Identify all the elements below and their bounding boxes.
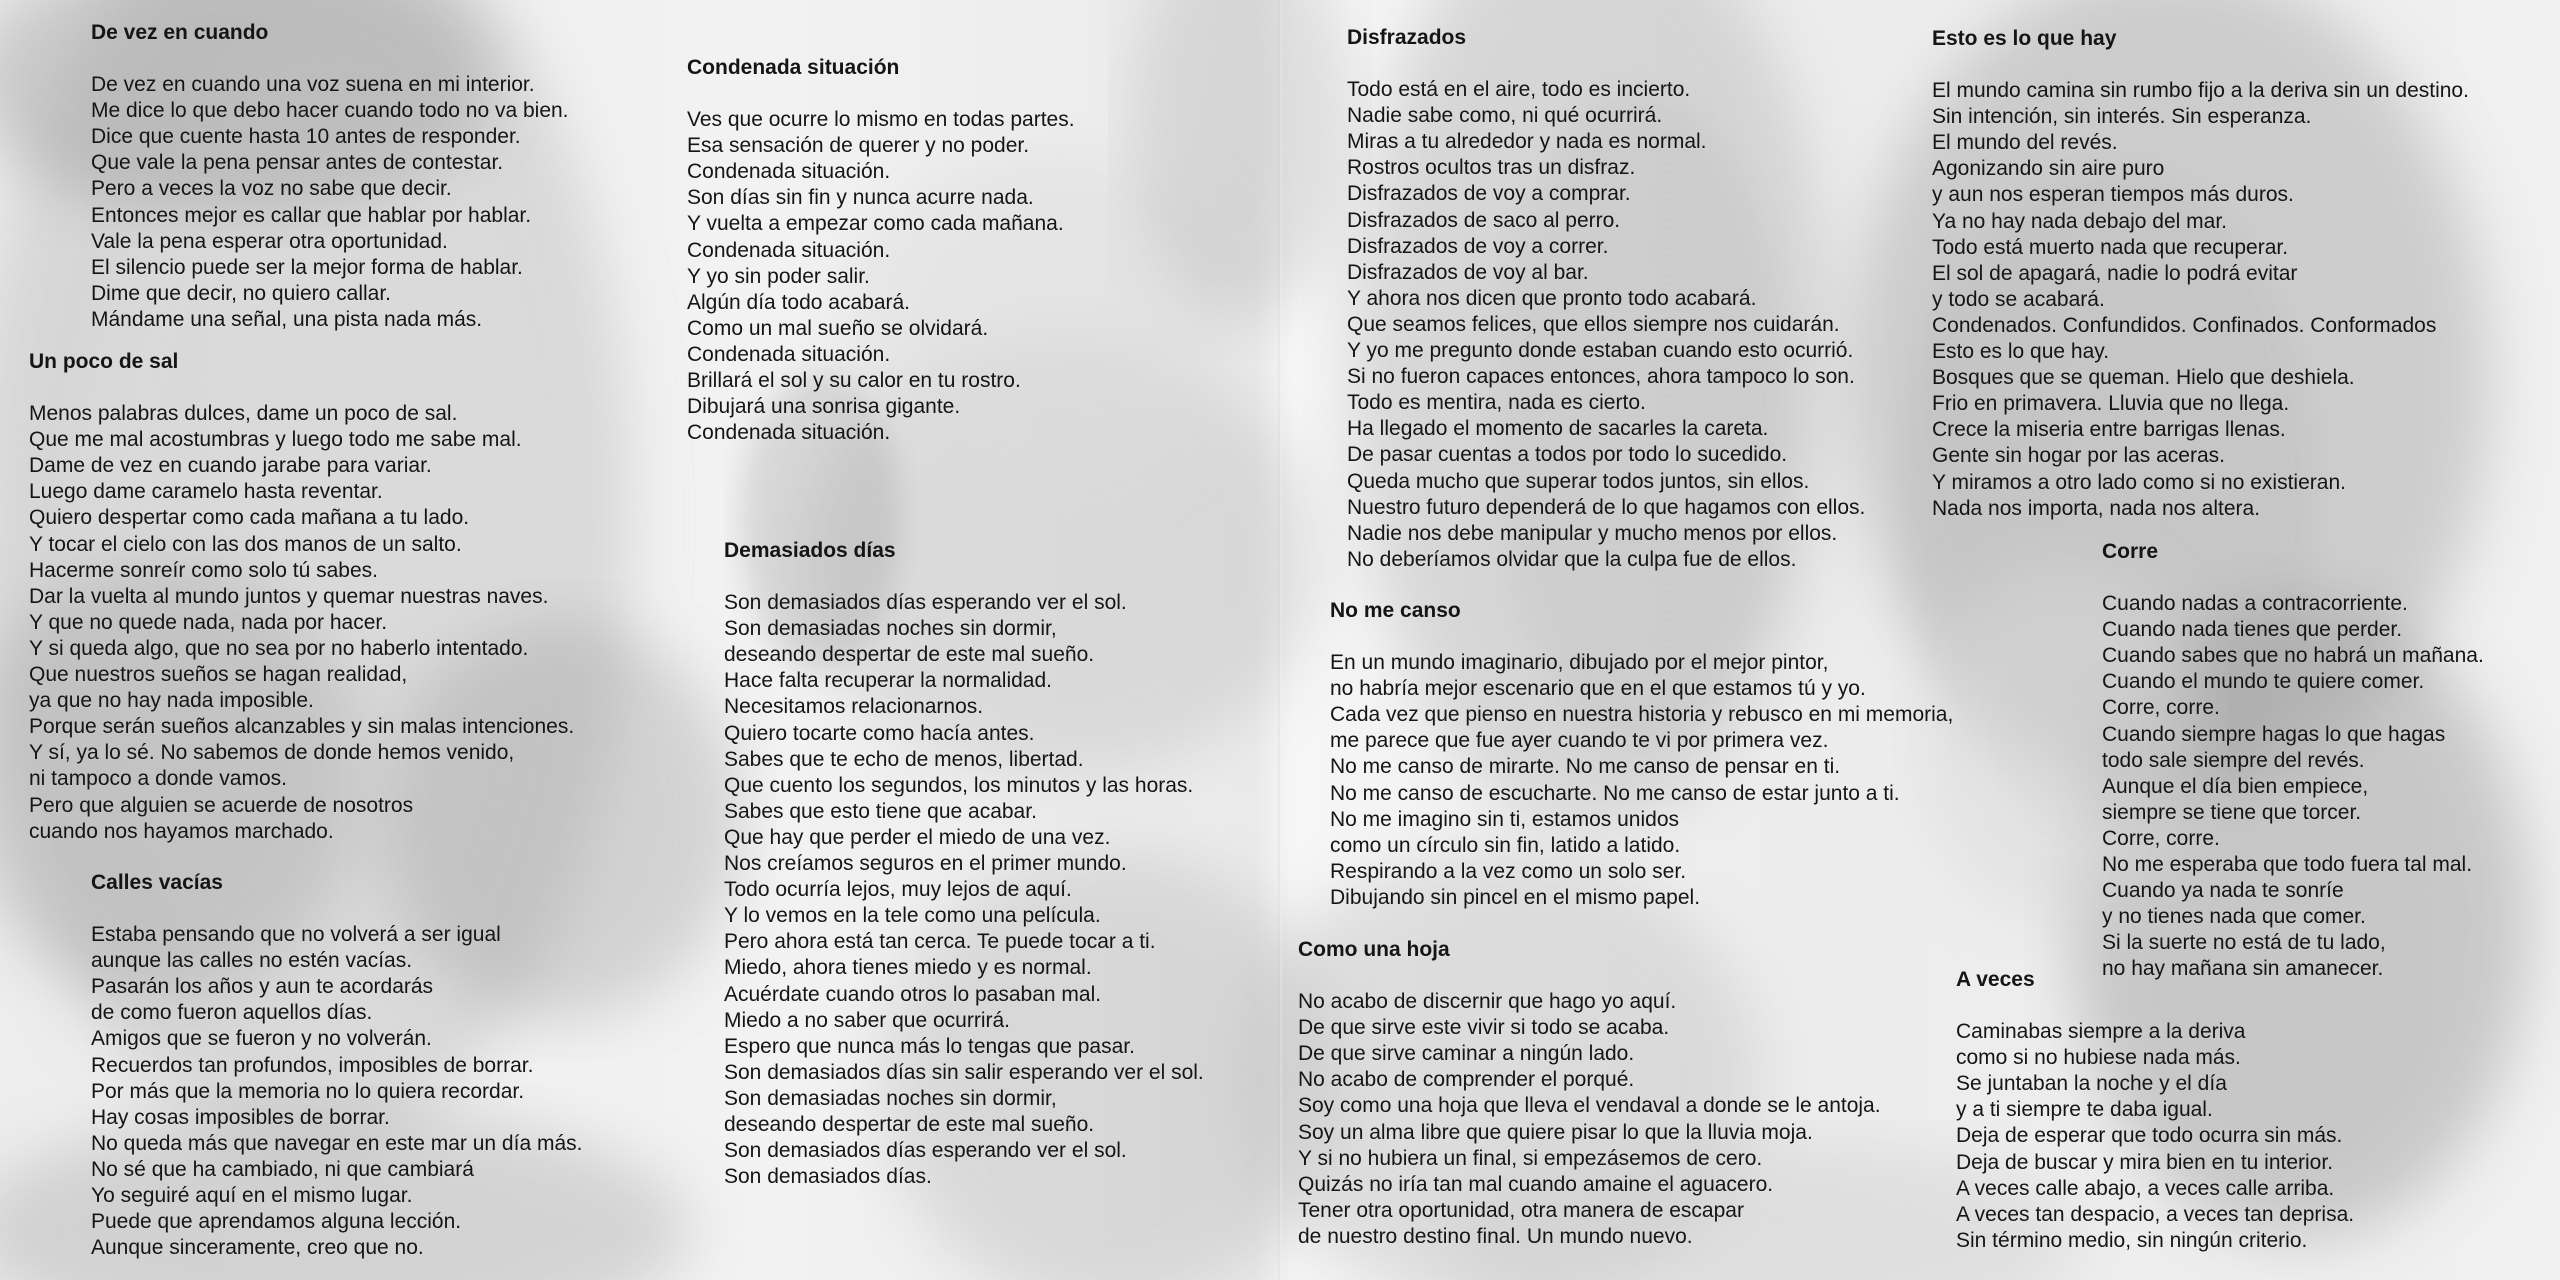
poem-line: Deja de buscar y mira bien en tu interior. (1956, 1150, 2334, 1174)
poem-line: Rostros ocultos tras un disfraz. (1347, 156, 1636, 180)
poem-line: Pero a veces la voz no sabe que decir. (91, 177, 452, 201)
poem-line: Como un mal sueño se olvidará. (687, 316, 989, 340)
poem-line: Condenada situación. (687, 342, 891, 366)
poem-line: Ves que ocurre lo mismo en todas partes. (687, 108, 1075, 132)
poem-line: El mundo camina sin rumbo fijo a la deriva sin un destino. (1932, 79, 2469, 103)
poem-line: Miras a tu alrededor y nada es normal. (1347, 130, 1707, 154)
poem-line: De vez en cuando una voz suena en mi interior. (91, 73, 535, 97)
poem-lines (1330, 650, 1953, 911)
poem-line: Queda mucho que superar todos juntos, sin ellos. (1347, 469, 1810, 493)
poem-a-veces (1956, 967, 2354, 1254)
poem-line: Deja de esperar que todo ocurra sin más. (1956, 1124, 2343, 1148)
poem-line: Y tocar el cielo con las dos manos de un salto. (29, 532, 462, 556)
poem-line: Caminabas siempre a la deriva (1956, 1020, 2246, 1044)
poem-line: El mundo del revés. (1932, 131, 2118, 155)
poem-title: A veces (1956, 968, 2035, 991)
poem-line: Soy como una hoja que lleva el vendaval a donde se le antoja. (1298, 1094, 1881, 1118)
poem-line: Sabes que esto tiene que acabar. (724, 799, 1037, 823)
poem-line: Cuando el mundo te quiere comer. (2102, 670, 2425, 694)
poem-line: Bosques que se queman. Hielo que deshiela. (1932, 366, 2355, 390)
poem-line: Soy un alma libre que quiere pisar lo que la lluvia moja. (1298, 1120, 1813, 1144)
poem-line: En un mundo imaginario, dibujado por el mejor pintor, (1330, 651, 1829, 675)
poem-line: No deberíamos olvidar que la culpa fue de ellos. (1347, 547, 1797, 571)
poem-lines (1347, 77, 1865, 573)
poem-title: Calles vacías (91, 871, 223, 894)
poem-line: Agonizando sin aire puro (1932, 157, 2165, 181)
poem-line: cuando nos hayamos marchado. (29, 819, 334, 843)
poem-como-una-hoja (1298, 937, 1881, 1250)
poem-line: Miedo, ahora tienes miedo y es normal. (724, 956, 1092, 980)
poem-line: Sabes que te echo de menos, libertad. (724, 747, 1084, 771)
poem-line: Mándame una señal, una pista nada más. (91, 307, 483, 331)
poem-line: ni tampoco a donde vamos. (29, 767, 287, 791)
poem-line: Y miramos a otro lado como si no existieran. (1932, 470, 2346, 494)
poem-line: Nadie sabe como, ni qué ocurrirá. (1347, 104, 1663, 128)
poem-line: como un círculo sin fin, latido a latido. (1330, 833, 1681, 857)
poem-line: Esa sensación de querer y no poder. (687, 134, 1030, 158)
poem-line: Si la suerte no está de tu lado, (2102, 931, 2386, 955)
poem-line: y aun nos esperan tiempos más duros. (1932, 183, 2294, 207)
poem-line: Nos creíamos seguros en el primer mundo. (724, 852, 1127, 876)
poem-line: El silencio puede ser la mejor forma de hablar. (91, 255, 523, 279)
poem-line: Ya no hay nada debajo del mar. (1932, 209, 2227, 233)
poem-line: Entonces mejor es callar que hablar por hablar. (91, 203, 532, 227)
poem-line: Cuando nadas a contracorriente. (2102, 592, 2408, 616)
poem-line: Frio en primavera. Lluvia que no llega. (1932, 392, 2290, 416)
poem-line: Todo ocurría lejos, muy lejos de aquí. (724, 878, 1072, 902)
poem-line: deseando despertar de este mal sueño. (724, 1112, 1095, 1136)
poem-line: Espero que nunca más lo tengas que pasar. (724, 1034, 1135, 1058)
poem-lines (1956, 1019, 2354, 1254)
poem-line: Y si no hubiera un final, si empezásemos de cero. (1298, 1146, 1763, 1170)
poem-title: Corre (2102, 540, 2159, 563)
poem-line: Cuando sabes que no habrá un mañana. (2102, 644, 2484, 668)
poem-lines (724, 590, 1204, 1190)
poem-line: Dar la vuelta al mundo juntos y quemar nuestras naves. (29, 584, 549, 608)
poem-title: Un poco de sal (29, 350, 179, 373)
poem-line: Crece la miseria entre barrigas llenas. (1932, 418, 2286, 442)
poem-line: Estaba pensando que no volverá a ser igual (91, 923, 501, 947)
poem-line: Nada nos importa, nada nos altera. (1932, 496, 2261, 520)
poem-line: Dame de vez en cuando jarabe para variar. (29, 454, 432, 478)
poem-line: Condenada situación. (687, 238, 891, 262)
poem-title: Demasiados días (724, 539, 896, 562)
poem-disfrazados (1347, 25, 1865, 573)
poem-title: De vez en cuando (91, 21, 269, 44)
poem-line: todo sale siempre del revés. (2102, 748, 2365, 772)
poem-title: No me canso (1330, 599, 1461, 622)
poem-line: Tener otra oportunidad, otra manera de escapar (1298, 1198, 1744, 1222)
poem-line: Pasarán los años y aun te acordarás (91, 975, 434, 999)
poem-line: Dice que cuente hasta 10 antes de responder. (91, 125, 521, 149)
poem-line: Aunque sinceramente, creo que no. (91, 1236, 424, 1260)
poem-line: no habría mejor escenario que en el que estamos tú y yo. (1330, 677, 1866, 701)
poem-line: Y yo sin poder salir. (687, 264, 870, 288)
poem-calles-vacias (91, 870, 582, 1261)
poem-line: No acabo de discernir que hago yo aquí. (1298, 990, 1677, 1014)
poem-line: Condenada situación. (687, 421, 891, 445)
poem-line: Puede que aprendamos alguna lección. (91, 1210, 462, 1234)
poem-de-vez-en-cuando (91, 20, 569, 333)
poem-lines (91, 922, 582, 1261)
poem-line: Son demasiadas noches sin dormir, (724, 617, 1057, 641)
poem-line: Disfrazados de saco al perro. (1347, 208, 1621, 232)
poem-lines (91, 72, 569, 333)
poem-line: Son demasiadas noches sin dormir, (724, 1086, 1057, 1110)
poem-line: No me canso de escucharte. No me canso de estar junto a ti. (1330, 781, 1900, 805)
poem-line: Cuando nada tienes que perder. (2102, 618, 2403, 642)
poem-line: No me imagino sin ti, estamos unidos (1330, 807, 1679, 831)
poem-title: Condenada situación (687, 56, 900, 79)
poem-line: Menos palabras dulces, dame un poco de sal. (29, 402, 458, 426)
poem-line: Son días sin fin y nunca acurre nada. (687, 186, 1034, 210)
poem-line: A veces tan despacio, a veces tan deprisa. (1956, 1202, 2355, 1226)
poem-lines (29, 401, 574, 845)
poem-line: No sé que ha cambiado, ni que cambiará (91, 1157, 474, 1181)
poem-line: No queda más que navegar en este mar un día más. (91, 1131, 583, 1155)
poem-line: Condenados. Confundidos. Confinados. Conformados (1932, 313, 2437, 337)
poem-line: Disfrazados de voy a comprar. (1347, 182, 1631, 206)
poem-condenada-situacion (687, 55, 1075, 446)
poem-line: Brillará el sol y su calor en tu rostro. (687, 369, 1021, 393)
poem-line: Vale la pena esperar otra oportunidad. (91, 229, 448, 253)
poem-line: Dibujando sin pincel en el mismo papel. (1330, 885, 1701, 909)
poem-line: Quiero tocarte como hacía antes. (724, 721, 1035, 745)
poem-line: y no tienes nada que comer. (2102, 905, 2366, 929)
poem-line: aunque las calles no estén vacías. (91, 949, 413, 973)
poem-line: Sin intención, sin interés. Sin esperanza. (1932, 105, 2312, 129)
poem-line: y a ti siempre te daba igual. (1956, 1098, 2213, 1122)
poem-line: Algún día todo acabará. (687, 290, 911, 314)
poem-line: No acabo de comprender el porqué. (1298, 1068, 1635, 1092)
poem-line: no hay mañana sin amanecer. (2102, 957, 2384, 981)
poem-line: Necesitamos relacionarnos. (724, 695, 984, 719)
poem-line: ya que no hay nada imposible. (29, 689, 314, 713)
poem-line: Me dice lo que debo hacer cuando todo no va bien. (91, 99, 569, 123)
poem-corre (2102, 539, 2484, 983)
poem-line: Y sí, ya lo sé. No sabemos de donde hemos venido, (29, 741, 515, 765)
poem-line: Hacerme sonreír como solo tú sabes. (29, 558, 378, 582)
poem-line: Aunque el día bien empiece, (2102, 774, 2369, 798)
poem-line: Y lo vemos en la tele como una película. (724, 904, 1101, 928)
poem-line: Que cuento los segundos, los minutos y las horas. (724, 773, 1194, 797)
poem-line: Ha llegado el momento de sacarles la careta. (1347, 417, 1769, 441)
poem-line: No me canso de mirarte. No me canso de pensar en ti. (1330, 755, 1841, 779)
poem-line: Esto es lo que hay. (1932, 340, 2110, 364)
poem-line: Y ahora nos dicen que pronto todo acabará. (1347, 286, 1757, 310)
poem-line: y todo se acabará. (1932, 287, 2105, 311)
poem-line: Quiero despertar como cada mañana a tu lado. (29, 506, 470, 530)
poem-line: Y vuelta a empezar como cada mañana. (687, 212, 1064, 236)
poem-line: siempre se tiene que torcer. (2102, 800, 2362, 824)
poem-line: como si no hubiese nada más. (1956, 1046, 2241, 1070)
poem-title: Como una hoja (1298, 938, 1450, 961)
poem-line: Son demasiados días. (724, 1165, 932, 1189)
poem-line: Si no fueron capaces entonces, ahora tampoco lo son. (1347, 365, 1855, 389)
poem-line: Que nuestros sueños se hagan realidad, (29, 663, 408, 687)
poem-line: De pasar cuentas a todos por todo lo sucedido. (1347, 443, 1788, 467)
poem-line: Todo está muerto nada que recuperar. (1932, 235, 2289, 259)
poem-line: De que sirve este vivir si todo se acaba. (1298, 1016, 1670, 1040)
poem-line: Cuando siempre hagas lo que hagas (2102, 722, 2446, 746)
poem-line: Respirando a la vez como un solo ser. (1330, 859, 1687, 883)
poem-line: Son demasiados días esperando ver el sol. (724, 591, 1127, 615)
poem-lines (2102, 591, 2484, 982)
poem-line: Que vale la pena pensar antes de contestar. (91, 151, 504, 175)
poem-line: Todo es mentira, nada es cierto. (1347, 391, 1646, 415)
poem-line: Sin término medio, sin ningún criterio. (1956, 1228, 2308, 1252)
poem-line: Miedo a no saber que ocurrirá. (724, 1008, 1010, 1032)
poem-esto-es-lo-que-hay (1932, 26, 2469, 522)
poem-line: Cuando ya nada te sonríe (2102, 879, 2344, 903)
poem-demasiados-dias (724, 538, 1204, 1190)
poem-line: Nuestro futuro dependerá de lo que hagamos con ellos. (1347, 495, 1866, 519)
poem-line: Cada vez que pienso en nuestra historia y rebusco en mi memoria, (1330, 703, 1954, 727)
poem-line: Y si queda algo, que no sea por no haberlo intentado. (29, 636, 529, 660)
poem-lines (687, 107, 1075, 446)
poem-lines (1298, 989, 1881, 1250)
poem-line: Y yo me pregunto donde estaban cuando esto ocurrió. (1347, 339, 1854, 363)
poem-un-poco-de-sal (29, 349, 574, 845)
poem-line: Acuérdate cuando otros lo pasaban mal. (724, 982, 1102, 1006)
poem-line: Hay cosas imposibles de borrar. (91, 1105, 390, 1129)
poem-line: Dime que decir, no quiero callar. (91, 281, 391, 305)
poem-line: Yo seguiré aquí en el mismo lugar. (91, 1184, 413, 1208)
poem-line: No me esperaba que todo fuera tal mal. (2102, 853, 2473, 877)
poem-line: Corre, corre. (2102, 696, 2220, 720)
poem-line: Luego dame caramelo hasta reventar. (29, 480, 383, 504)
poem-line: Dibujará una sonrisa gigante. (687, 395, 961, 419)
poem-line: Pero que alguien se acuerde de nosotros (29, 793, 414, 817)
poem-line: de como fueron aquellos días. (91, 1001, 373, 1025)
poem-line: Gente sin hogar por las aceras. (1932, 444, 2225, 468)
poem-line: de nuestro destino final. Un mundo nuevo. (1298, 1224, 1693, 1248)
poem-line: Recuerdos tan profundos, imposibles de borrar. (91, 1053, 534, 1077)
poem-line: Y que no quede nada, nada por hacer. (29, 610, 388, 634)
poem-line: Condenada situación. (687, 160, 891, 184)
poem-title: Esto es lo que hay (1932, 27, 2117, 50)
center-fold (1278, 0, 1282, 1280)
poem-lines (1932, 78, 2469, 522)
poem-line: Que hay que perder el miedo de una vez. (724, 825, 1111, 849)
poem-line: Todo está en el aire, todo es incierto. (1347, 78, 1691, 102)
poem-line: Que seamos felices, que ellos siempre nos cuidarán. (1347, 312, 1840, 336)
poem-line: Porque serán sueños alcanzables y sin malas intenciones. (29, 715, 575, 739)
poem-line: Por más que la memoria no lo quiera recordar. (91, 1079, 525, 1103)
poem-line: Disfrazados de voy al bar. (1347, 260, 1589, 284)
poem-line: Corre, corre. (2102, 826, 2220, 850)
poem-no-me-canso (1330, 598, 1953, 911)
poem-line: El sol de apagará, nadie lo podrá evitar (1932, 261, 2298, 285)
poem-line: Que me mal acostumbras y luego todo me sabe mal. (29, 428, 522, 452)
poem-line: Hace falta recuperar la normalidad. (724, 669, 1053, 693)
poem-line: Nadie nos debe manipular y mucho menos por ellos. (1347, 521, 1838, 545)
poem-line: Son demasiados días sin salir esperando ver el sol. (724, 1060, 1204, 1084)
poem-line: deseando despertar de este mal sueño. (724, 643, 1095, 667)
poem-title: Disfrazados (1347, 26, 1467, 49)
poem-line: Se juntaban la noche y el día (1956, 1072, 2227, 1096)
poem-line: De que sirve caminar a ningún lado. (1298, 1042, 1635, 1066)
poem-line: A veces calle abajo, a veces calle arriba. (1956, 1176, 2335, 1200)
poem-line: me parece que fue ayer cuando te vi por primera vez. (1330, 729, 1829, 753)
poem-line: Pero ahora está tan cerca. Te puede tocar a ti. (724, 930, 1156, 954)
poem-line: Quizás no iría tan mal cuando amaine el aguacero. (1298, 1172, 1774, 1196)
poem-line: Son demasiados días esperando ver el sol. (724, 1139, 1127, 1163)
poem-line: Disfrazados de voy a correr. (1347, 234, 1609, 258)
poem-line: Amigos que se fueron y no volverán. (91, 1027, 432, 1051)
